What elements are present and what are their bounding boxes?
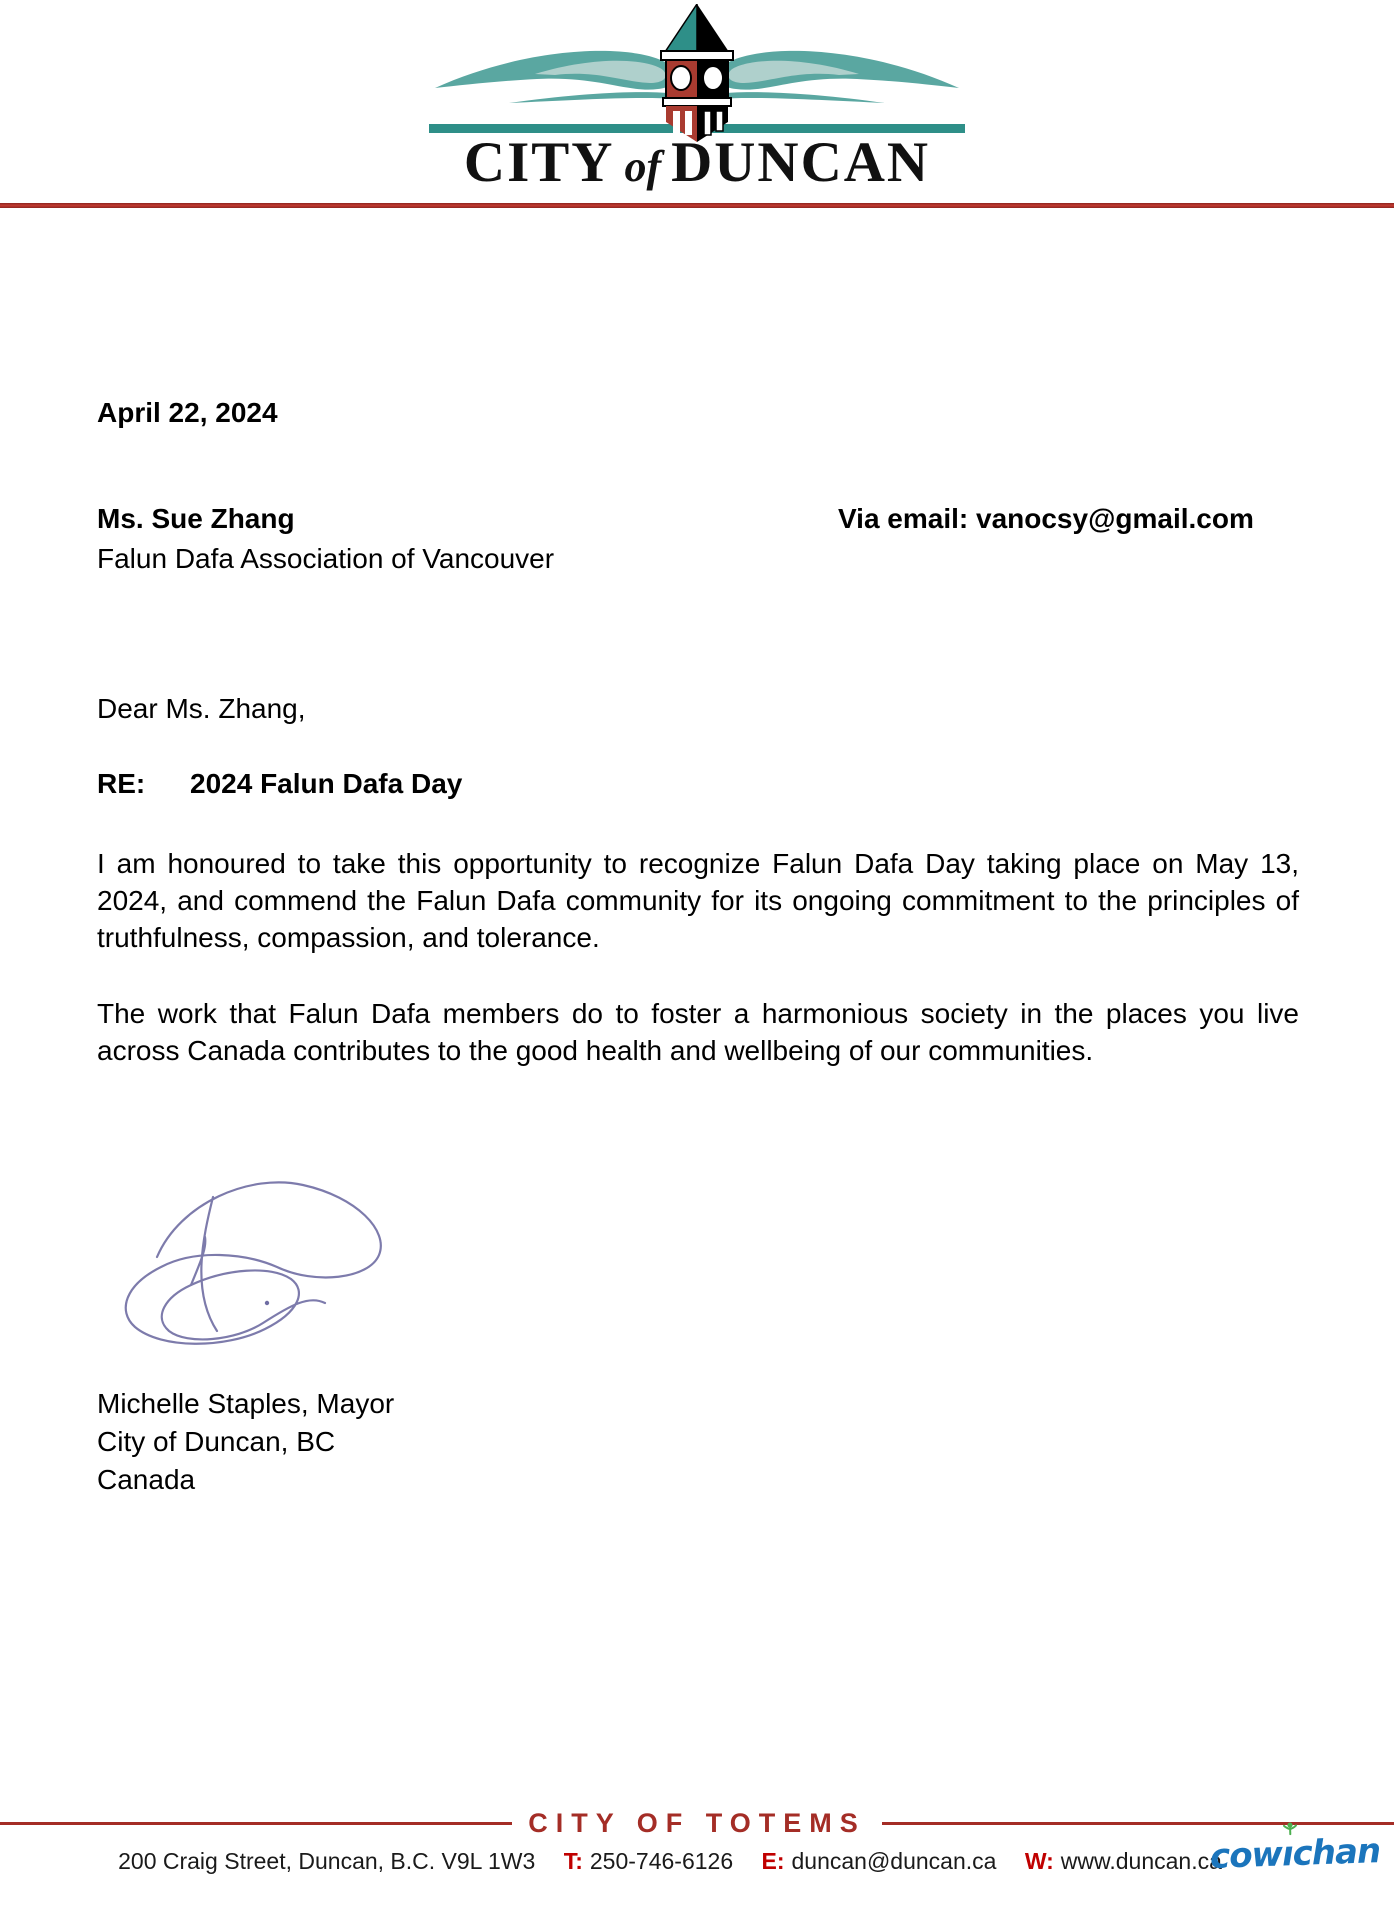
web-label: W:: [1024, 1848, 1054, 1874]
paragraph-1: I am honoured to take this opportunity to recognize Falun Dafa Day taking place on May 13, 2024, and commend the Falun Dafa community for its ongoing commitment to the principles of truthfulness, compassion, and tolerance.: [97, 848, 1299, 953]
footer-rule-left: [0, 1822, 512, 1825]
recipient-organization: Falun Dafa Association of Vancouver: [97, 543, 555, 574]
cowichan-letter-i: ı: [1281, 1834, 1293, 1874]
header-logo: [0, 4, 1394, 194]
signer-name: Michelle Staples, Mayor: [97, 1388, 395, 1419]
re-subject-line: [97, 768, 462, 800]
footer-motto-row: [0, 1808, 1394, 1839]
clock-tower-icon: [417, 4, 977, 144]
email-label: E:: [761, 1848, 785, 1874]
re-label: RE:: [97, 768, 146, 799]
via-email-note: Via email: vanocsy@gmail.com: [838, 503, 1254, 534]
salutation: Dear Ms. Zhang,: [97, 693, 306, 724]
logo-text-city: CITY: [463, 131, 615, 194]
paragraph-2: The work that Falun Dafa members do to foster a harmonious society in the places you live across Canada contributes to the good health and wellbeing of our communities.: [97, 998, 1299, 1066]
email-value: duncan@duncan.ca: [791, 1848, 997, 1874]
cowichan-logo: [1209, 1831, 1380, 1877]
footer-rule-right: [882, 1822, 1394, 1825]
header-divider-rule: [0, 203, 1394, 208]
web-value: www.duncan.ca: [1060, 1848, 1222, 1874]
tower: [661, 4, 733, 142]
signature-scribble: [95, 1145, 405, 1375]
letter-date: April 22, 2024: [97, 397, 278, 428]
cowichan-text-right: chan: [1291, 1831, 1381, 1875]
footer-contact-line: [0, 1848, 1340, 1875]
signer-organization: City of Duncan, BC: [97, 1426, 336, 1457]
phone-label: T:: [563, 1848, 583, 1874]
footer-motto: CITY OF TOTEMS: [528, 1808, 866, 1838]
footer-address: 200 Craig Street, Duncan, B.C. V9L 1W3: [118, 1848, 536, 1874]
person-icon: [1282, 1821, 1299, 1838]
re-subject: 2024 Falun Dafa Day: [190, 768, 463, 799]
logo-text-duncan: DUNCAN: [671, 131, 931, 194]
phone-value: 250-746-6126: [589, 1848, 734, 1874]
logo-text-of: of: [624, 142, 662, 191]
signer-country: Canada: [97, 1464, 196, 1495]
swoosh-right: [709, 51, 965, 133]
recipient-name: Ms. Sue Zhang: [97, 503, 295, 534]
logo-wordmark: [463, 131, 931, 194]
swoosh-left: [429, 51, 685, 133]
cowichan-text-left: cow: [1209, 1834, 1283, 1877]
